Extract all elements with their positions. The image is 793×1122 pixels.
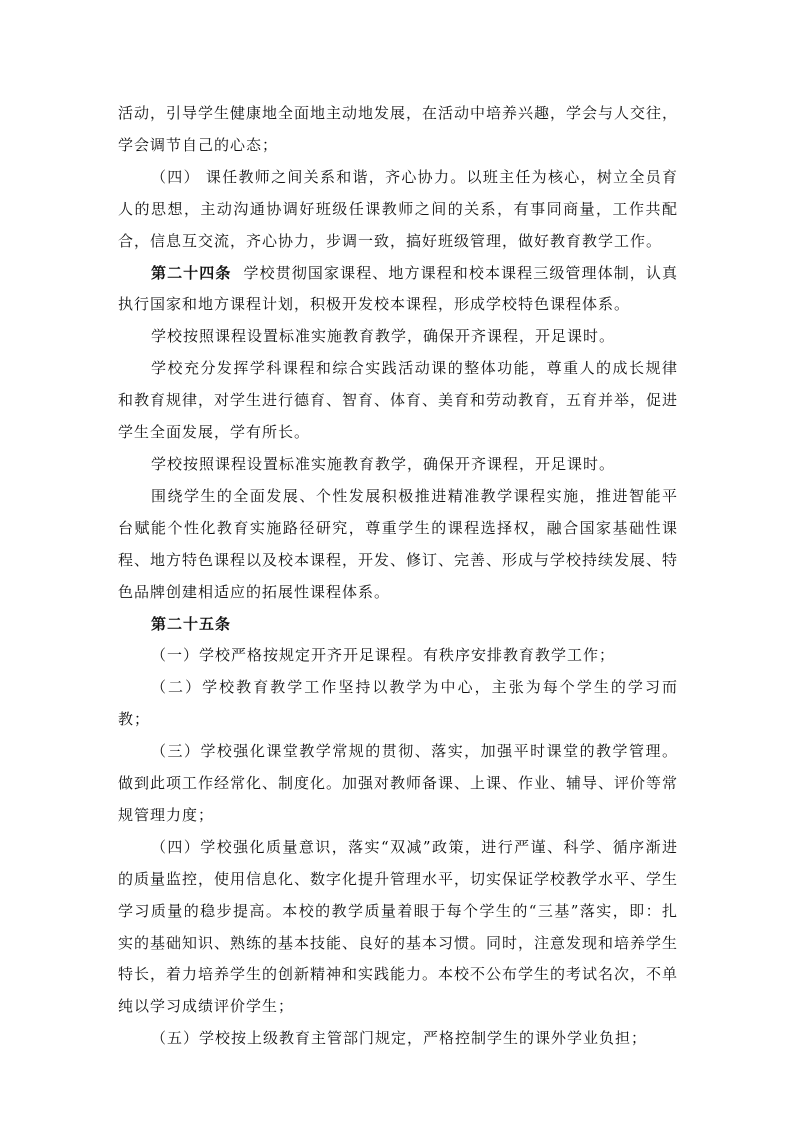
document-body xyxy=(118,98,678,1055)
article-25-item-1: （一）学校严格按规定开齐开足课程。有秩序安排教育教学工作； xyxy=(151,646,616,665)
article-24 xyxy=(118,258,678,322)
paragraph-course-standard-1: 学校按照课程设置标准实施教育教学，确保开齐课程，开足课时。 xyxy=(151,327,616,346)
article-25-item-4: （四）学校强化质量意识，落实“双减”政策，进行严谨、科学、循序渐进的质量监控，使用信息化、数字化提升管理水平，切实保证学校教学水平、学生学习质量的稳步提高。本校的教学质量着眼于每个学生的“三基”落实，即：扎实的基础知识、熟练的基本技能、良好的基本习惯。同时，注意发现和培养学生特长，着力培养学生的创新精神和实践能力。本校不公布学生的考试名次，不单纯以学习成绩评价学生； xyxy=(118,837,679,1016)
article-25-item-3: （三）学校强化课堂教学常规的贯彻、落实，加强平时课堂的教学管理。做到此项工作经常化、制度化。加强对教师备课、上课、作业、辅导、评价等常规管理力度； xyxy=(118,742,679,824)
paragraph-course-standard-2: 学校按照课程设置标准实施教育教学，确保开齐课程，开足课时。 xyxy=(151,454,616,473)
article-24-text: 学校贯彻国家课程、地方课程和校本课程三级管理体制，认真执行国家和地方课程计划，积极开发校本课程，形成学校特色课程体系。 xyxy=(118,263,678,314)
article-25-item-5: （五）学校按上级教育主管部门规定，严格控制学生的课外学业负担； xyxy=(151,1029,648,1048)
article-25-heading: 第二十五条 xyxy=(151,614,232,633)
paragraph-teacher-harmony: （四） 课任教师之间关系和谐，齐心协力。以班主任为核心，树立全员育人的思想，主动沟通协调好班级任课教师之间的关系，有事同商量，工作共配合，信息互交流，齐心协力，步调一致，搞好班级管理，做好教育教学工作。 xyxy=(118,167,678,250)
article-25-item-2: （二）学校教育教学工作坚持以教学为中心，主张为每个学生的学习而教； xyxy=(118,678,678,729)
paragraph-activity-continuation: 活动，引导学生健康地全面地主动地发展，在活动中培养兴趣，学会与人交往，学会调节自己的心态； xyxy=(118,104,679,154)
article-24-heading: 第二十四条 xyxy=(151,263,232,282)
paragraph-course-function: 学校充分发挥学科课程和综合实践活动课的整体功能，尊重人的成长规律和教育规律，对学生进行德育、智育、体育、美育和劳动教育，五育并举，促进学生全面发展，学有所长。 xyxy=(118,359,679,442)
paragraph-curriculum-system: 围绕学生的全面发展、个性发展积极推进精准教学课程实施，推进智能平台赋能个性化教育实施路径研究，尊重学生的课程选择权，融合国家基础性课程、地方特色课程以及校本课程，开发、修订、完善、形成与学校持续发展、特色品牌创建相适应的拓展性课程体系。 xyxy=(118,486,679,601)
article-25 xyxy=(118,609,678,641)
